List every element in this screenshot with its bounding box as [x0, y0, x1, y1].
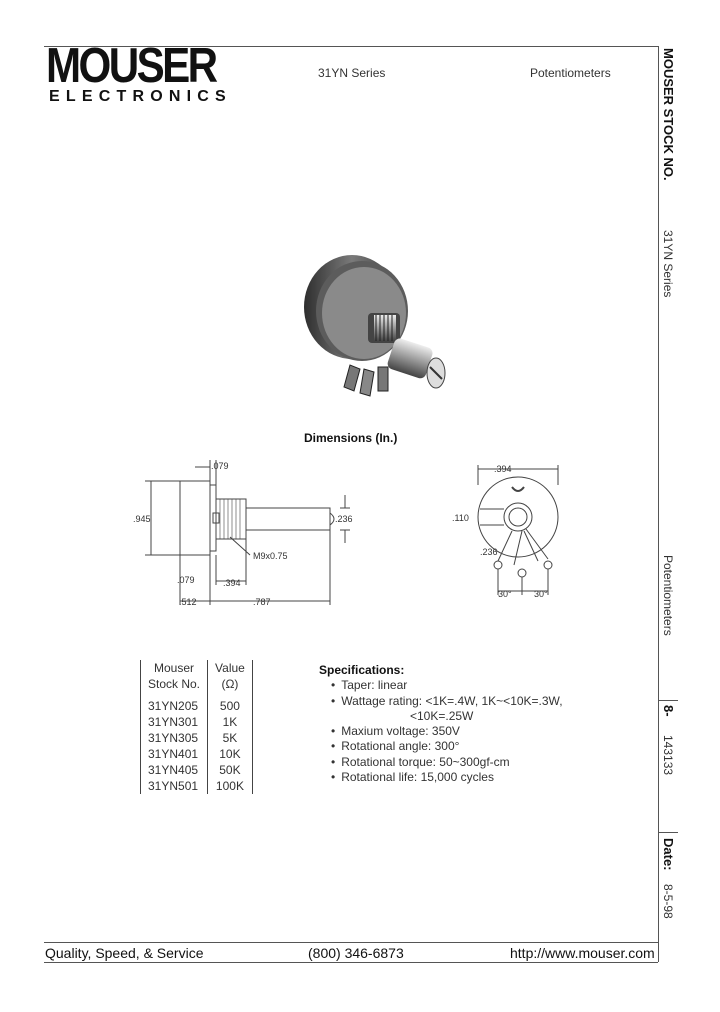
spec-item: • Maxium voltage: 350V	[331, 724, 599, 739]
dim-945: .945	[133, 514, 151, 524]
value: 50K	[219, 763, 241, 777]
header-ohm: (Ω)	[221, 677, 239, 691]
stock-no: 31YN401	[141, 746, 208, 762]
value: 100K	[215, 779, 244, 793]
dim-thread: M9x0.75	[253, 551, 288, 561]
spec-list-2	[319, 724, 599, 785]
specifications	[319, 663, 599, 785]
sidebar-category: Potentiometers	[661, 555, 675, 636]
table-header-value	[208, 660, 253, 698]
dim-angle-right: 30°	[534, 589, 548, 599]
spec-item: • Taper: linear	[331, 678, 599, 693]
bottom-rule-top	[44, 942, 658, 943]
spec-item: • Rotational angle: 300°	[331, 739, 599, 754]
value: 10K	[219, 747, 241, 761]
header-category: Potentiometers	[530, 66, 611, 80]
spec-item: • Rotational life: 15,000 cycles	[331, 770, 599, 785]
sidebar-series: 31YN Series	[661, 230, 675, 298]
stock-no: 31YN501	[141, 778, 208, 794]
stock-no: 31YN205	[141, 698, 208, 714]
mouser-logo: MOUSER	[46, 39, 216, 93]
footer-tagline: Quality, Speed, & Service	[45, 945, 204, 961]
front-dimension-drawing	[440, 455, 590, 605]
value: 5K	[222, 731, 238, 745]
dim-079-bottom: .079	[177, 575, 195, 585]
footer-url[interactable]: http://www.mouser.com	[510, 945, 655, 961]
table-row	[141, 698, 253, 714]
sidebar-page-number: 143133	[661, 735, 675, 776]
spec-item: • Wattage rating: <1K=.4W, 1K~<10K=.3W,	[331, 694, 599, 709]
sidebar-divider-1	[658, 700, 678, 701]
sidebar-date-value: 8-5-98	[661, 884, 675, 919]
dim-236-shaft: .236	[335, 514, 353, 524]
sidebar-date-label: Date:	[661, 838, 676, 871]
dim-512: .512	[179, 597, 197, 607]
dimensions-title: Dimensions (In.)	[304, 431, 398, 445]
table-row	[141, 746, 253, 762]
sidebar-divider-2	[658, 832, 678, 833]
table-row	[141, 730, 253, 746]
table-row	[141, 714, 253, 730]
dim-394-bottom: .394	[223, 578, 241, 588]
electronics-logo: ELECTRONICS	[49, 88, 232, 105]
dim-110: .110	[452, 513, 469, 523]
spec-item: • Rotational torque: 50~300gf-cm	[331, 755, 599, 770]
sidebar-page-prefix: 8-	[661, 705, 676, 717]
stock-table	[140, 660, 253, 794]
spec-list	[319, 678, 599, 709]
value: 500	[219, 699, 240, 713]
dim-787: .787	[253, 597, 271, 607]
dim-angle-left: 30°	[498, 589, 512, 599]
dim-394-top: .394	[494, 464, 512, 474]
header-value: Value	[215, 661, 245, 675]
sidebar-rule	[658, 46, 659, 962]
spec-wattage-cont: <10K=.25W	[410, 708, 474, 723]
potentiometer-illustration	[290, 245, 460, 415]
header-stock-no: Stock No.	[148, 677, 201, 691]
stock-no: 31YN301	[141, 714, 208, 730]
stock-no: 31YN405	[141, 762, 208, 778]
dim-236-front: .236	[480, 547, 498, 557]
table-header-stock	[141, 660, 208, 698]
side-dimension-drawing	[125, 455, 370, 615]
header-series: 31YN Series	[318, 66, 386, 80]
sidebar-stock-label: MOUSER STOCK NO.	[661, 48, 676, 181]
table-row	[141, 778, 253, 794]
header-mouser: Mouser	[154, 661, 195, 675]
spec-title: Specifications:	[319, 663, 405, 677]
bottom-rule	[44, 962, 658, 963]
dim-079-top: .079	[211, 461, 229, 471]
value: 1K	[222, 715, 238, 729]
footer-phone: (800) 346-6873	[308, 945, 404, 961]
table-row	[141, 762, 253, 778]
stock-no: 31YN305	[141, 730, 208, 746]
